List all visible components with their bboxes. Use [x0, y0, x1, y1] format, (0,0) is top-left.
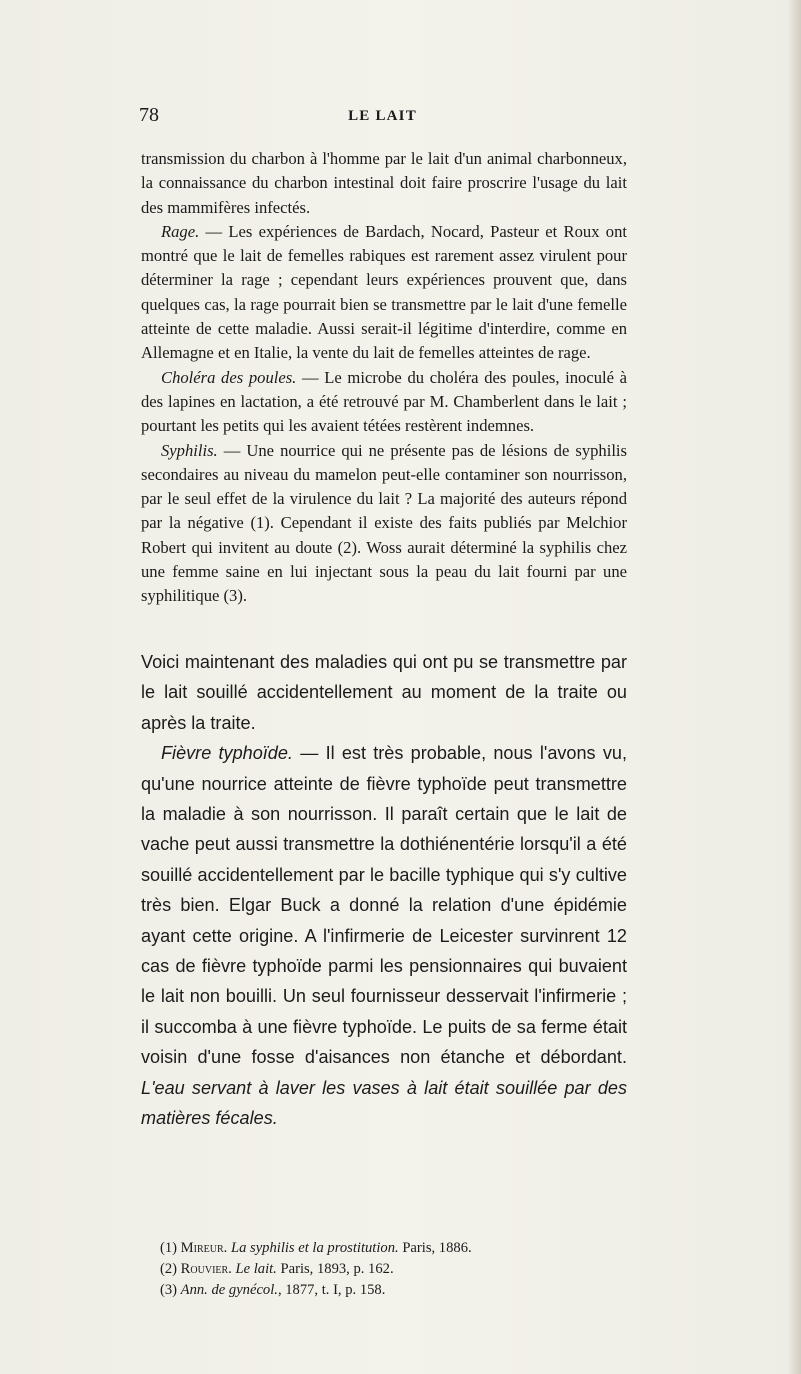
- page-number: 78: [139, 104, 159, 126]
- footnote-title: La syphilis et la prostitution.: [230, 1240, 399, 1256]
- footnote: [160, 1238, 630, 1259]
- running-head: LE LAIT: [348, 108, 417, 124]
- footnote-number: (1): [160, 1240, 181, 1256]
- section-title-fievre-typhoide: Fièvre typhoïde.: [161, 743, 293, 764]
- section-title-syphilis: Syphilis.: [161, 440, 218, 460]
- paragraph-cholera: [141, 366, 627, 439]
- paragraph-rage-text: — Les expériences de Bardach, Nocard, Pasteur et Roux ont montré que le lait de femelles rabiques est rarement assez virulent pour déterminer la rage ; cependant leurs expériences prouvent que, dans quelques cas, la rage pourrait bien se transmettre par le lait d'une femelle atteinte de cette maladie. Aussi serait-il légitime d'interdire, comme en Allemagne et en Italie, la vente du lait de femelles atteintes de rage.: [141, 221, 627, 363]
- footnote-number: (2): [160, 1261, 181, 1277]
- footnote-author: Mireur.: [180, 1240, 228, 1256]
- footnote-title: Ann. de gynécol.: [180, 1282, 278, 1298]
- footnote-rest: Paris, 1886.: [398, 1240, 472, 1256]
- paragraph-fievre-typhoide-italic: L'eau servant à laver les vases à lait était souillée par des matières fécales.: [141, 1077, 627, 1129]
- footnote: [160, 1259, 630, 1280]
- page-header: [135, 104, 630, 134]
- page-edge-shadow: [787, 0, 801, 1374]
- paragraph-cholera-text: — Le microbe du choléra des poules, inoculé à des lapines en lactation, a été retrouvé par M. Chamberlent dans le lait ; pourtant les petits qui les avaient tétées restèrent indemnes.: [141, 367, 628, 436]
- footnote: [160, 1280, 630, 1301]
- footnote-rest: Paris, 1893, p. 162.: [276, 1261, 394, 1277]
- section-title-rage: Rage.: [161, 221, 200, 241]
- footnote-author: Rouvier.: [180, 1261, 232, 1277]
- paragraph-fievre-typhoide-text: — Il est très probable, nous l'avons vu, qu'une nourrice atteinte de fièvre typhoïde peut transmettre la maladie à son nourrisson. Il paraît certain que le lait de vache peut aussi transmettre la dothiénentérie lorsqu'il a été souillé accidentellement par le bacille typhique qui s'y cultive très bien. Elgar Buck a donné la relation d'une épidémie ayant cette origine. A l'infirmerie de Leicester survinrent 12 cas de fièvre typhoïde parmi les pensionnaires qui buvaient le lait non bouilli. Un seul fournisseur desservait l'infirmerie ; il succomba à une fièvre typhoïde. Le puits de sa ferme était voisin d'une fosse d'aisances non étanche et débordant.: [141, 743, 627, 1068]
- small-print-section: [141, 147, 627, 609]
- paragraph-charbon: transmission du charbon à l'homme par le lait d'un animal charbonneux, la connaissance du charbon intestinal doit faire proscrire l'usage du lait des mammifères infectés.: [141, 149, 627, 217]
- paragraph-fievre-typhoide: [141, 738, 627, 1133]
- footnotes: [160, 1238, 630, 1301]
- paragraph-rage: [141, 220, 627, 366]
- large-print-section: [141, 647, 627, 1134]
- paragraph-syphilis: [141, 439, 627, 609]
- section-title-cholera: Choléra des poules.: [161, 367, 297, 387]
- paragraph-intro-maladies: Voici maintenant des maladies qui ont pu se transmettre par le lait souillé accidentellement au moment de la traite ou après la traite.: [141, 652, 627, 733]
- footnote-number: (3): [160, 1282, 181, 1298]
- footnote-rest: , 1877, t. I, p. 158.: [277, 1282, 386, 1298]
- footnote-title: Le lait.: [235, 1261, 277, 1277]
- paragraph-syphilis-text: — Une nourrice qui ne présente pas de lésions de syphilis secondaires au niveau du mamelon peut-elle contaminer son nourrisson, par le seul effet de la virulence du lait ? La majorité des auteurs répond par la négative (1). Cependant il existe des faits publiés par Melchior Robert qui invitent au doute (2). Woss aurait déterminé la syphilis chez une femme saine en lui injectant sous la peau du lait fourni par une syphilitique (3).: [141, 440, 627, 606]
